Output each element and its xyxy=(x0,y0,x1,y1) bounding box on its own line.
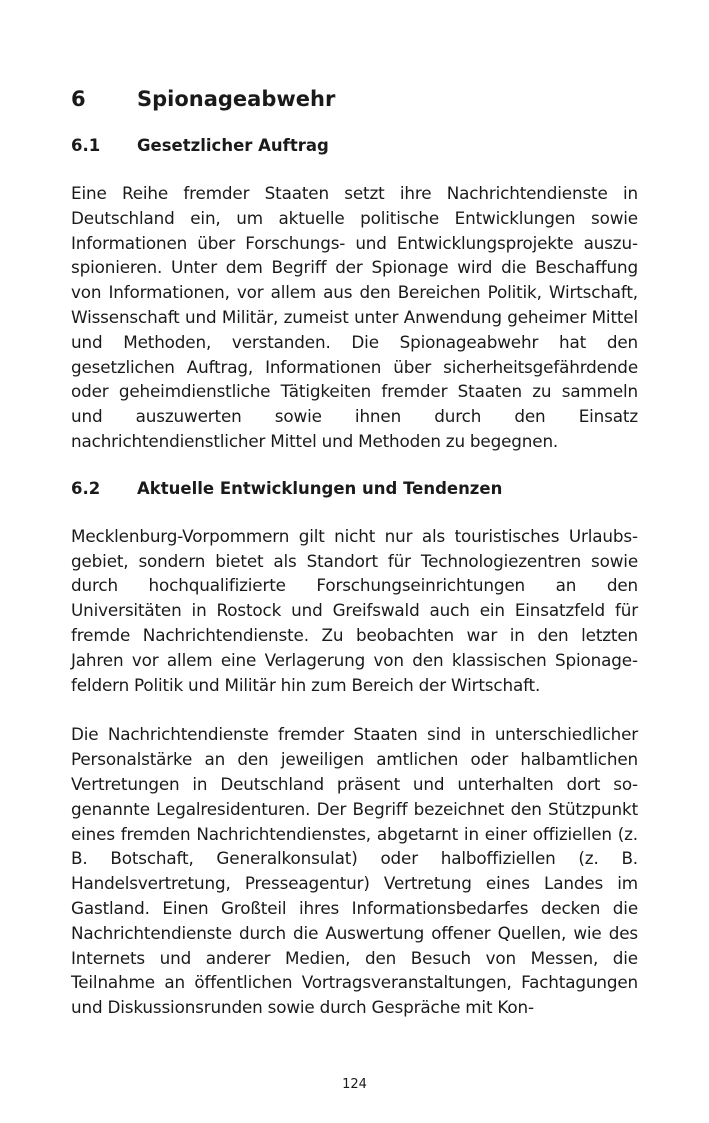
chapter-number: 6 xyxy=(71,87,86,111)
page-number: 124 xyxy=(342,1077,367,1092)
page-content xyxy=(71,84,638,1020)
chapter-title: Spionageabwehr xyxy=(137,87,336,111)
section-title: Aktuelle Entwicklungen und Tendenzen xyxy=(137,478,503,498)
section-title: Gesetzlicher Auftrag xyxy=(137,136,329,155)
paragraph: Eine Reihe fremder Staaten setzt ihre Nachrichtendienste in Deutschland ein, um aktuelle politische Entwicklungen sowie Informationen über Forschungs- und Entwicklungsprojekte auszuspionieren. Unter dem Begriff der Spionage wird die Beschaffung von Informationen, vor allem aus den Bereichen Politik, Wirtschaft, Wissenschaft und Militär, zumeist unter Anwendung geheimer Mittel und Methoden, verstanden. Die Spionageabwehr hat den gesetzlichen Auftrag, Informationen über sicherheitsgefährdende oder geheimdienstliche Tätigkeiten fremder Staaten zu sammeln und auszuwerten sowie ihnen durch den Einsatz nachrichtendienstlicher Mittel und Methoden zu begegnen. xyxy=(71,183,638,451)
section-heading-6-2 xyxy=(71,477,638,501)
paragraph: Die Nachrichtendienste fremder Staaten sind in unterschiedlicher Personalstärke an den jeweiligen amtlichen oder halbamtlichen Vertretungen in Deutschland präsent und unterhalten dort sogenannte Legalresidenturen. Der Begriff bezeichnet den Stützpunkt eines fremden Nachrichtendienstes, abgetarnt in einer offiziellen (z. B. Botschaft, Generalkonsulat) oder halboffiziellen (z. B. Handelsvertretung, Presseagentur) Vertretung eines Landes im Gastland. Einen Großteil ihres Informationsbedarfes decken die Nachrichtendienste durch die Auswertung offener Quellen, wie des Internets und anderer Medien, den Besuch von Messen, die Teilnahme an öffentlichen Vortragsveranstaltungen, Fachtagungen und Diskussionsrunden sowie durch Gespräche mit Kon- xyxy=(71,724,638,1018)
section-number: 6.2 xyxy=(71,478,101,498)
section-heading-6-1 xyxy=(71,134,638,158)
chapter-heading xyxy=(71,84,638,114)
paragraph: Mecklenburg-Vorpommern gilt nicht nur als touristisches Urlaubsgebiet, sondern bietet als Standort für Technologiezentren sowie durch hochqualifizierte Forschungseinrichtungen an den Universitäten in Rostock und Greifswald auch ein Einsatzfeld für fremde Nachrichtendienste. Zu beobachten war in den letzten Jahren vor allem eine Verlagerung von den klassischen Spionagefeldern Politik und Militär hin zum Bereich der Wirtschaft. xyxy=(71,525,638,695)
section-number: 6.1 xyxy=(71,136,101,155)
